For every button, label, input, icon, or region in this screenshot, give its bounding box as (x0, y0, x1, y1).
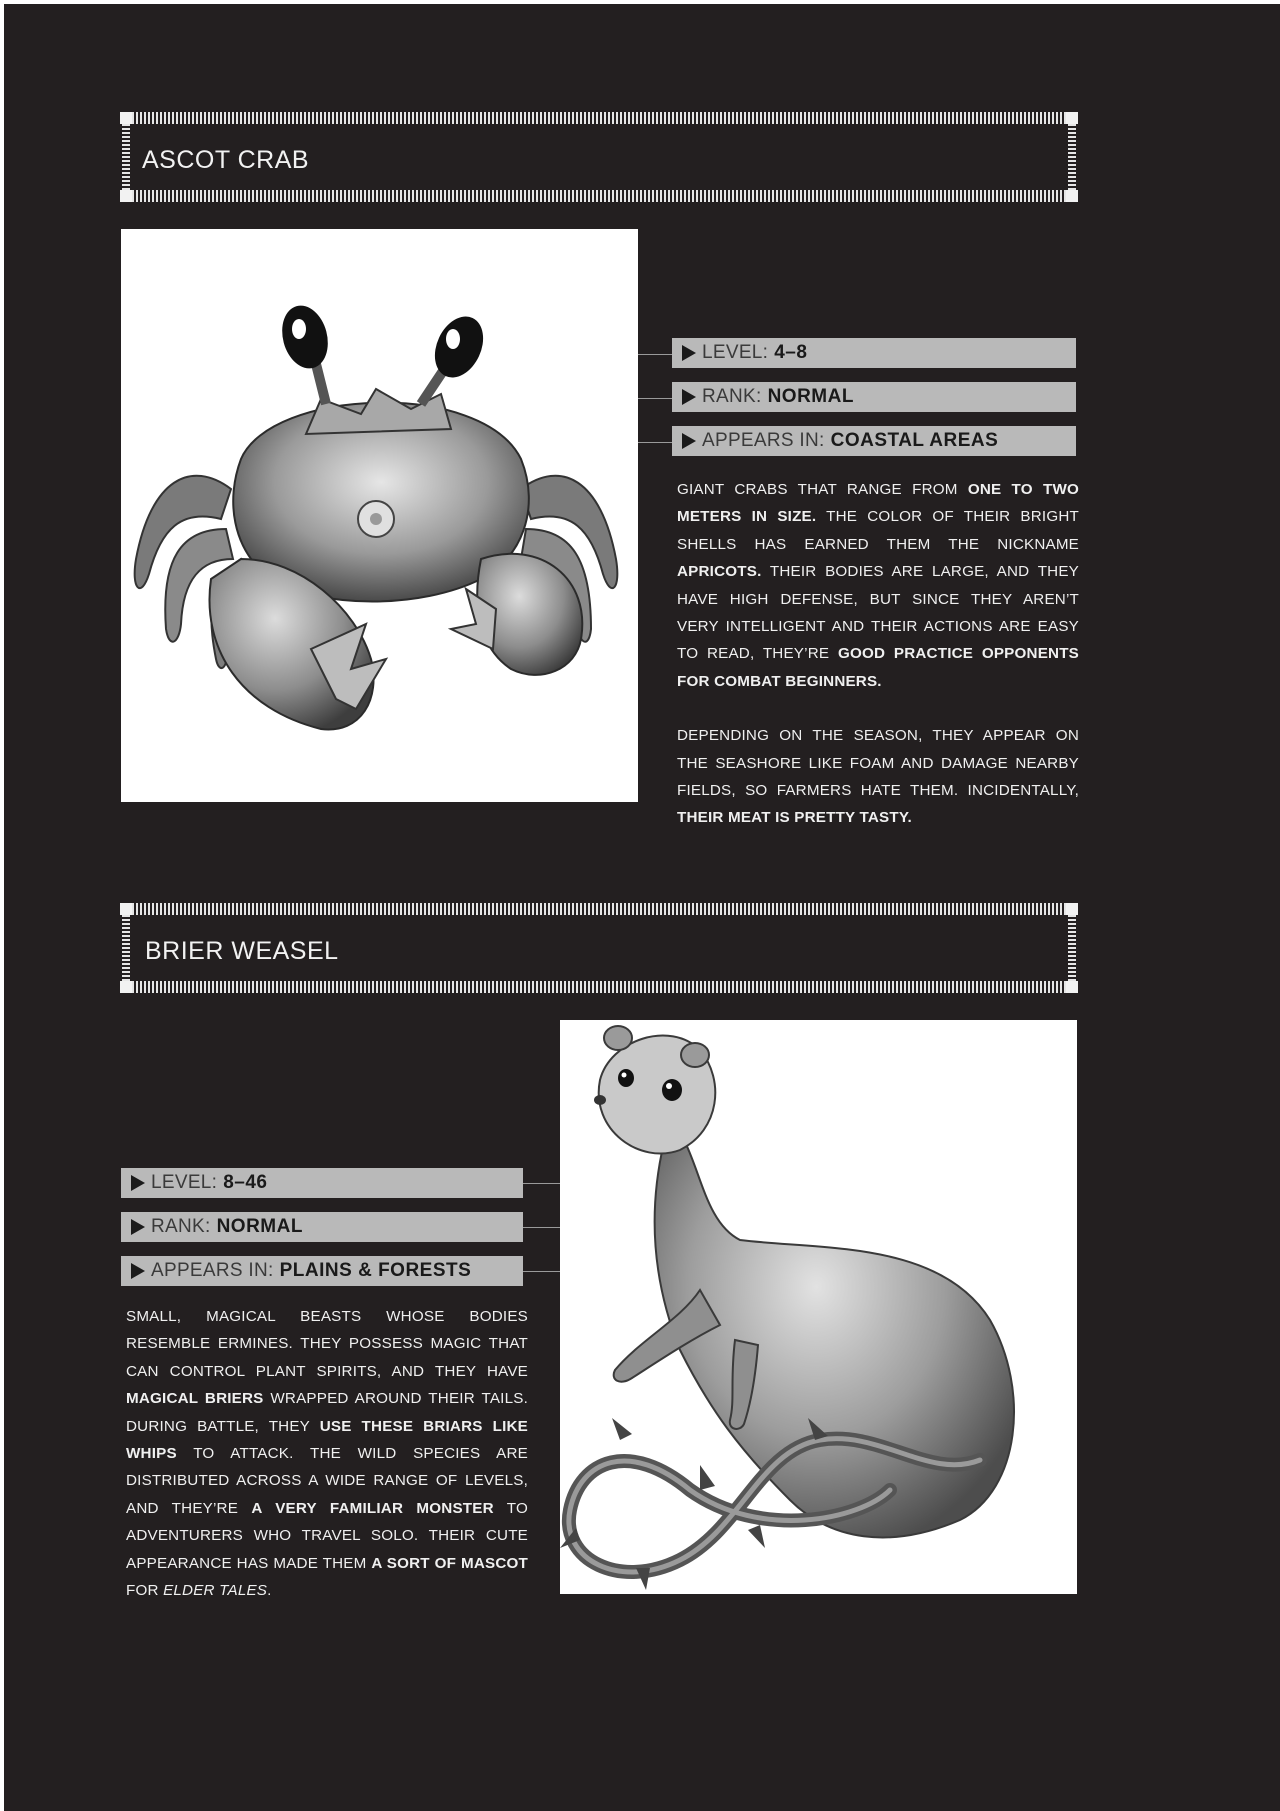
stat-value: PLAINS & FORESTS (279, 1260, 472, 1281)
header-edge (122, 915, 130, 981)
stat-rank (121, 1212, 523, 1242)
play-triangle-icon (131, 1175, 145, 1191)
description-paragraph (677, 722, 1079, 832)
text-run-bold: THEIR MEAT IS PRETTY TASTY. (677, 809, 912, 827)
connector-line (523, 1183, 560, 1184)
header-stripe (120, 112, 1078, 124)
text-run: TO ATTACK. THE WILD SPECIES ARE DISTRIBUTED ACROSS A WIDE RANGE OF LEVELS, AND THEY’RE (126, 1445, 528, 1517)
stat-value: 8–46 (223, 1172, 268, 1193)
text-run: SMALL, MAGICAL BEASTS WHOSE BODIES RESEMBLE ERMINES. THEY POSSESS MAGIC THAT CAN CONTROL PLANT SPIRITS, AND THEY HAVE (126, 1308, 528, 1380)
play-triangle-icon (131, 1219, 145, 1235)
header-corner (1066, 190, 1078, 202)
text-run-bold: A VERY FAMILIAR MONSTER (251, 1499, 494, 1517)
connector-line (638, 354, 672, 355)
stat-level (121, 1168, 523, 1198)
header-edge (1068, 124, 1076, 190)
connector-line (523, 1271, 560, 1272)
text-run: DEPENDING ON THE SEASON, THEY APPEAR ON THE SEASHORE LIKE FOAM AND DAMAGE NEARBY FIELDS, SO FARMERS HATE THEM. INCIDENTALLY, (677, 727, 1079, 800)
play-triangle-icon (131, 1263, 145, 1279)
text-run-bold: USE THESE BRIARS LIKE WHIPS (126, 1417, 528, 1463)
stat-value: NORMAL (767, 386, 854, 407)
connector-line (523, 1227, 560, 1228)
text-run: THE COLOR OF THEIR BRIGHT SHELLS HAS EARNED THEM THE NICKNAME (677, 508, 1080, 553)
text-run-bold: APRICOTS. (677, 563, 762, 581)
play-triangle-icon (682, 433, 696, 449)
play-triangle-icon (682, 389, 696, 405)
crab-illustration (121, 229, 638, 802)
section-header-brier-weasel (120, 903, 1078, 993)
text-run: WRAPPED AROUND THEIR TAILS. DURING BATTLE, THEY (126, 1390, 528, 1435)
stat-label: APPEARS IN: (702, 430, 825, 451)
entry-title: BRIER WEASEL (145, 937, 339, 965)
description-brier-weasel (126, 1303, 528, 1631)
header-corner (120, 112, 132, 124)
text-run-bold: MAGICAL BRIERS (126, 1390, 264, 1408)
header-stripe (120, 903, 1078, 915)
header-corner (1066, 903, 1078, 915)
header-stripe (120, 981, 1078, 993)
header-corner (1066, 112, 1078, 124)
stat-level (672, 338, 1076, 368)
header-corner (1066, 981, 1078, 993)
connector-line (638, 398, 672, 399)
stat-label: LEVEL: (151, 1172, 218, 1193)
weasel-illustration (560, 1020, 1077, 1594)
text-run-bold: ONE TO TWO METERS IN SIZE. (677, 481, 1079, 526)
text-run-bold: GOOD PRACTICE OPPONENTS FOR COMBAT BEGINNERS. (677, 645, 1079, 690)
header-corner (120, 190, 132, 202)
text-run-italic: ELDER TALES (163, 1582, 268, 1600)
section-header-ascot-crab (120, 112, 1078, 202)
text-run: GIANT CRABS THAT RANGE FROM (677, 481, 968, 498)
header-edge (122, 124, 130, 190)
header-stripe (120, 190, 1078, 202)
header-edge (1068, 915, 1076, 981)
entry-title: ASCOT CRAB (142, 146, 310, 174)
text-run: . (267, 1582, 272, 1600)
crab-drawing (121, 229, 638, 802)
header-corner (120, 903, 132, 915)
connector-line (638, 442, 672, 443)
header-corner (120, 981, 132, 993)
description-paragraph (126, 1303, 528, 1604)
description-ascot-crab (677, 476, 1079, 859)
text-run: THEIR BODIES ARE LARGE, AND THEY HAVE HIGH DEFENSE, BUT SINCE THEY AREN’T VERY INTELLIGENT AND THEIR ACTIONS ARE EASY TO READ, THEY’RE (677, 563, 1079, 663)
stat-label: LEVEL: (702, 342, 769, 363)
weasel-drawing (560, 1020, 1077, 1594)
description-paragraph (677, 476, 1079, 695)
play-triangle-icon (682, 345, 696, 361)
text-run-bold: A SORT OF MASCOT (371, 1554, 528, 1572)
stat-value: 4–8 (774, 342, 808, 363)
stat-label: RANK: (702, 386, 762, 407)
stat-value: COASTAL AREAS (830, 430, 999, 451)
stat-value: NORMAL (216, 1216, 303, 1237)
stat-label: APPEARS IN: (151, 1260, 274, 1281)
stat-rank (672, 382, 1076, 412)
text-run: FOR (126, 1582, 164, 1600)
text-run: TO ADVENTURERS WHO TRAVEL SOLO. THEIR CUTE APPEARANCE HAS MADE THEM (126, 1499, 528, 1572)
stat-appears-in (121, 1256, 523, 1286)
stat-appears-in (672, 426, 1076, 456)
stat-label: RANK: (151, 1216, 211, 1237)
